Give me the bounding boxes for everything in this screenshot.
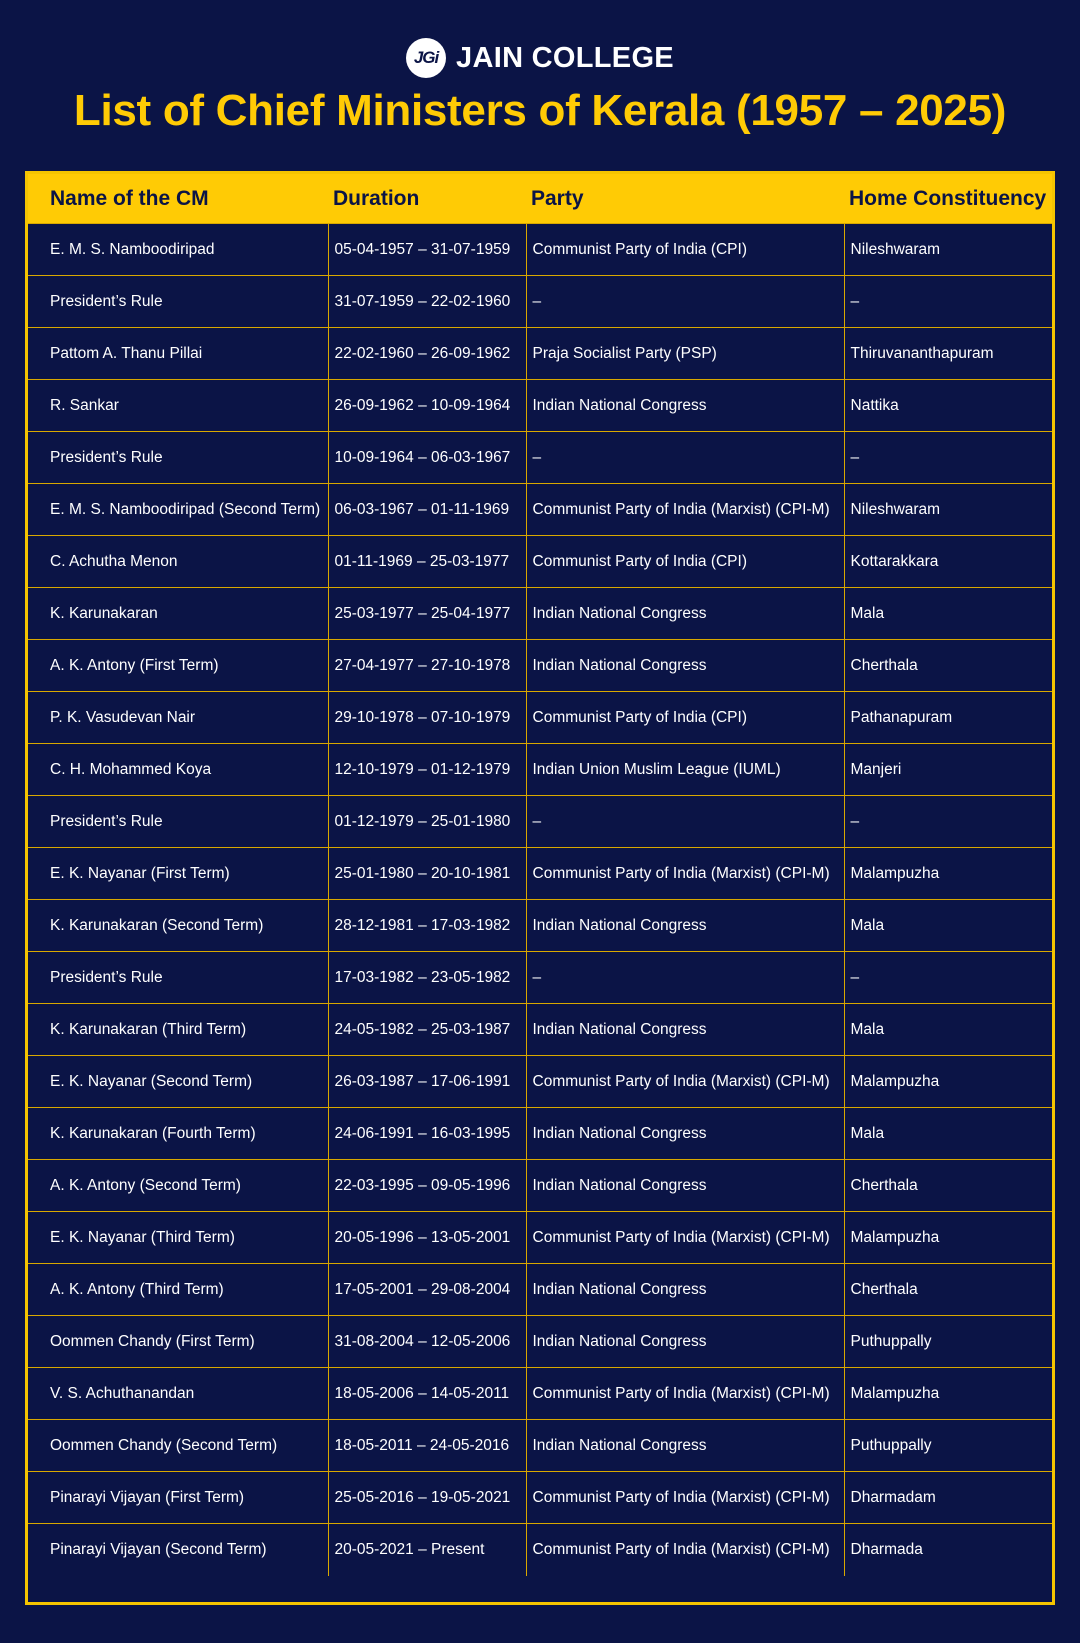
- party-cell: –: [526, 952, 844, 1004]
- header-row: [28, 174, 1052, 224]
- party-cell: Communist Party of India (Marxist) (CPI-M): [526, 1524, 844, 1576]
- cm-name-cell: A. K. Antony (Third Term): [28, 1264, 328, 1316]
- duration-cell: 05-04-1957 – 31-07-1959: [328, 224, 526, 276]
- party-cell: Communist Party of India (CPI): [526, 692, 844, 744]
- constituency-cell: Malampuzha: [844, 848, 1052, 900]
- constituency-cell: Cherthala: [844, 1160, 1052, 1212]
- table-row: [28, 1160, 1052, 1212]
- cm-name-cell: E. M. S. Namboodiripad: [28, 224, 328, 276]
- cm-table-container: [25, 171, 1055, 1605]
- cm-name-cell: V. S. Achuthanandan: [28, 1368, 328, 1420]
- constituency-cell: Cherthala: [844, 640, 1052, 692]
- party-cell: –: [526, 796, 844, 848]
- table-row: [28, 1368, 1052, 1420]
- duration-cell: 26-03-1987 – 17-06-1991: [328, 1056, 526, 1108]
- table-row: [28, 536, 1052, 588]
- duration-cell: 29-10-1978 – 07-10-1979: [328, 692, 526, 744]
- party-cell: –: [526, 276, 844, 328]
- party-cell: Communist Party of India (Marxist) (CPI-M): [526, 484, 844, 536]
- table-row: [28, 1108, 1052, 1160]
- table-row: [28, 1212, 1052, 1264]
- party-cell: Communist Party of India (CPI): [526, 536, 844, 588]
- constituency-cell: –: [844, 952, 1052, 1004]
- constituency-cell: –: [844, 796, 1052, 848]
- constituency-cell: Pathanapuram: [844, 692, 1052, 744]
- cm-name-cell: E. K. Nayanar (First Term): [28, 848, 328, 900]
- table-row: [28, 276, 1052, 328]
- table-row: [28, 952, 1052, 1004]
- duration-cell: 25-01-1980 – 20-10-1981: [328, 848, 526, 900]
- constituency-cell: Cherthala: [844, 1264, 1052, 1316]
- table-row: [28, 640, 1052, 692]
- party-cell: –: [526, 432, 844, 484]
- constituency-cell: Manjeri: [844, 744, 1052, 796]
- cm-name-cell: Pattom A. Thanu Pillai: [28, 328, 328, 380]
- cm-name-cell: E. M. S. Namboodiripad (Second Term): [28, 484, 328, 536]
- party-cell: Communist Party of India (Marxist) (CPI-M): [526, 1056, 844, 1108]
- constituency-cell: Mala: [844, 900, 1052, 952]
- duration-cell: 25-03-1977 – 25-04-1977: [328, 588, 526, 640]
- party-cell: Indian National Congress: [526, 1264, 844, 1316]
- party-cell: Indian National Congress: [526, 1316, 844, 1368]
- duration-cell: 01-12-1979 – 25-01-1980: [328, 796, 526, 848]
- page-title: List of Chief Ministers of Kerala (1957 – 2025): [73, 86, 1007, 135]
- cm-name-cell: President’s Rule: [28, 952, 328, 1004]
- table-row: [28, 796, 1052, 848]
- cm-name-cell: Pinarayi Vijayan (Second Term): [28, 1524, 328, 1576]
- column-header-name: Name of the CM: [28, 174, 328, 224]
- cm-name-cell: President’s Rule: [28, 276, 328, 328]
- duration-cell: 26-09-1962 – 10-09-1964: [328, 380, 526, 432]
- constituency-cell: Mala: [844, 588, 1052, 640]
- party-cell: Indian National Congress: [526, 900, 844, 952]
- cm-name-cell: A. K. Antony (First Term): [28, 640, 328, 692]
- duration-cell: 27-04-1977 – 27-10-1978: [328, 640, 526, 692]
- cm-name-cell: K. Karunakaran (Third Term): [28, 1004, 328, 1056]
- cm-name-cell: Oommen Chandy (First Term): [28, 1316, 328, 1368]
- constituency-cell: Malampuzha: [844, 1056, 1052, 1108]
- party-cell: Indian National Congress: [526, 1420, 844, 1472]
- party-cell: Communist Party of India (CPI): [526, 224, 844, 276]
- party-cell: Indian National Congress: [526, 640, 844, 692]
- table-row: [28, 848, 1052, 900]
- duration-cell: 12-10-1979 – 01-12-1979: [328, 744, 526, 796]
- cm-name-cell: E. K. Nayanar (Third Term): [28, 1212, 328, 1264]
- constituency-cell: –: [844, 276, 1052, 328]
- duration-cell: 06-03-1967 – 01-11-1969: [328, 484, 526, 536]
- constituency-cell: Dharmada: [844, 1524, 1052, 1576]
- constituency-cell: Nileshwaram: [844, 484, 1052, 536]
- cm-table: [28, 174, 1052, 1576]
- table-row: [28, 744, 1052, 796]
- cm-name-cell: A. K. Antony (Second Term): [28, 1160, 328, 1212]
- party-cell: Indian National Congress: [526, 1108, 844, 1160]
- column-header-duration: Duration: [328, 174, 526, 224]
- table-row: [28, 1420, 1052, 1472]
- duration-cell: 31-08-2004 – 12-05-2006: [328, 1316, 526, 1368]
- table-row: [28, 328, 1052, 380]
- table-row: [28, 224, 1052, 276]
- duration-cell: 22-03-1995 – 09-05-1996: [328, 1160, 526, 1212]
- brand-header: [0, 38, 1080, 78]
- cm-name-cell: Pinarayi Vijayan (First Term): [28, 1472, 328, 1524]
- table-row: [28, 900, 1052, 952]
- cm-name-cell: P. K. Vasudevan Nair: [28, 692, 328, 744]
- brand-name: JAIN COLLEGE: [456, 41, 674, 74]
- duration-cell: 31-07-1959 – 22-02-1960: [328, 276, 526, 328]
- constituency-cell: Kottarakkara: [844, 536, 1052, 588]
- duration-cell: 17-03-1982 – 23-05-1982: [328, 952, 526, 1004]
- constituency-cell: Dharmadam: [844, 1472, 1052, 1524]
- constituency-cell: Malampuzha: [844, 1212, 1052, 1264]
- table-row: [28, 432, 1052, 484]
- duration-cell: 17-05-2001 – 29-08-2004: [328, 1264, 526, 1316]
- constituency-cell: Puthuppally: [844, 1316, 1052, 1368]
- duration-cell: 28-12-1981 – 17-03-1982: [328, 900, 526, 952]
- constituency-cell: Puthuppally: [844, 1420, 1052, 1472]
- constituency-cell: Mala: [844, 1004, 1052, 1056]
- column-header-party: Party: [526, 174, 844, 224]
- column-header-constituency: Home Constituency: [844, 174, 1052, 224]
- cm-name-cell: President’s Rule: [28, 796, 328, 848]
- table-header: [28, 174, 1052, 224]
- constituency-cell: Nattika: [844, 380, 1052, 432]
- party-cell: Communist Party of India (Marxist) (CPI-M): [526, 1212, 844, 1264]
- table-row: [28, 692, 1052, 744]
- cm-name-cell: C. H. Mohammed Koya: [28, 744, 328, 796]
- party-cell: Communist Party of India (Marxist) (CPI-M): [526, 1368, 844, 1420]
- table-row: [28, 1316, 1052, 1368]
- table-body: [28, 224, 1052, 1576]
- constituency-cell: Thiruvananthapuram: [844, 328, 1052, 380]
- duration-cell: 25-05-2016 – 19-05-2021: [328, 1472, 526, 1524]
- cm-name-cell: K. Karunakaran (Fourth Term): [28, 1108, 328, 1160]
- party-cell: Communist Party of India (Marxist) (CPI-M): [526, 1472, 844, 1524]
- constituency-cell: Nileshwaram: [844, 224, 1052, 276]
- duration-cell: 22-02-1960 – 26-09-1962: [328, 328, 526, 380]
- duration-cell: 20-05-1996 – 13-05-2001: [328, 1212, 526, 1264]
- duration-cell: 18-05-2006 – 14-05-2011: [328, 1368, 526, 1420]
- table-row: [28, 1524, 1052, 1576]
- table-row: [28, 1472, 1052, 1524]
- cm-name-cell: C. Achutha Menon: [28, 536, 328, 588]
- table-row: [28, 484, 1052, 536]
- constituency-cell: Mala: [844, 1108, 1052, 1160]
- cm-name-cell: K. Karunakaran (Second Term): [28, 900, 328, 952]
- table-row: [28, 1056, 1052, 1108]
- party-cell: Indian National Congress: [526, 1160, 844, 1212]
- duration-cell: 24-05-1982 – 25-03-1987: [328, 1004, 526, 1056]
- duration-cell: 18-05-2011 – 24-05-2016: [328, 1420, 526, 1472]
- table-row: [28, 588, 1052, 640]
- table-row: [28, 1004, 1052, 1056]
- cm-name-cell: Oommen Chandy (Second Term): [28, 1420, 328, 1472]
- party-cell: Indian National Congress: [526, 380, 844, 432]
- party-cell: Communist Party of India (Marxist) (CPI-M): [526, 848, 844, 900]
- party-cell: Indian National Congress: [526, 588, 844, 640]
- cm-name-cell: R. Sankar: [28, 380, 328, 432]
- college-logo-icon: JGi: [406, 38, 446, 78]
- duration-cell: 01-11-1969 – 25-03-1977: [328, 536, 526, 588]
- table-row: [28, 1264, 1052, 1316]
- cm-name-cell: President’s Rule: [28, 432, 328, 484]
- party-cell: Indian Union Muslim League (IUML): [526, 744, 844, 796]
- duration-cell: 20-05-2021 – Present: [328, 1524, 526, 1576]
- table-row: [28, 380, 1052, 432]
- party-cell: Praja Socialist Party (PSP): [526, 328, 844, 380]
- duration-cell: 10-09-1964 – 06-03-1967: [328, 432, 526, 484]
- constituency-cell: Malampuzha: [844, 1368, 1052, 1420]
- cm-name-cell: K. Karunakaran: [28, 588, 328, 640]
- constituency-cell: –: [844, 432, 1052, 484]
- cm-name-cell: E. K. Nayanar (Second Term): [28, 1056, 328, 1108]
- duration-cell: 24-06-1991 – 16-03-1995: [328, 1108, 526, 1160]
- party-cell: Indian National Congress: [526, 1004, 844, 1056]
